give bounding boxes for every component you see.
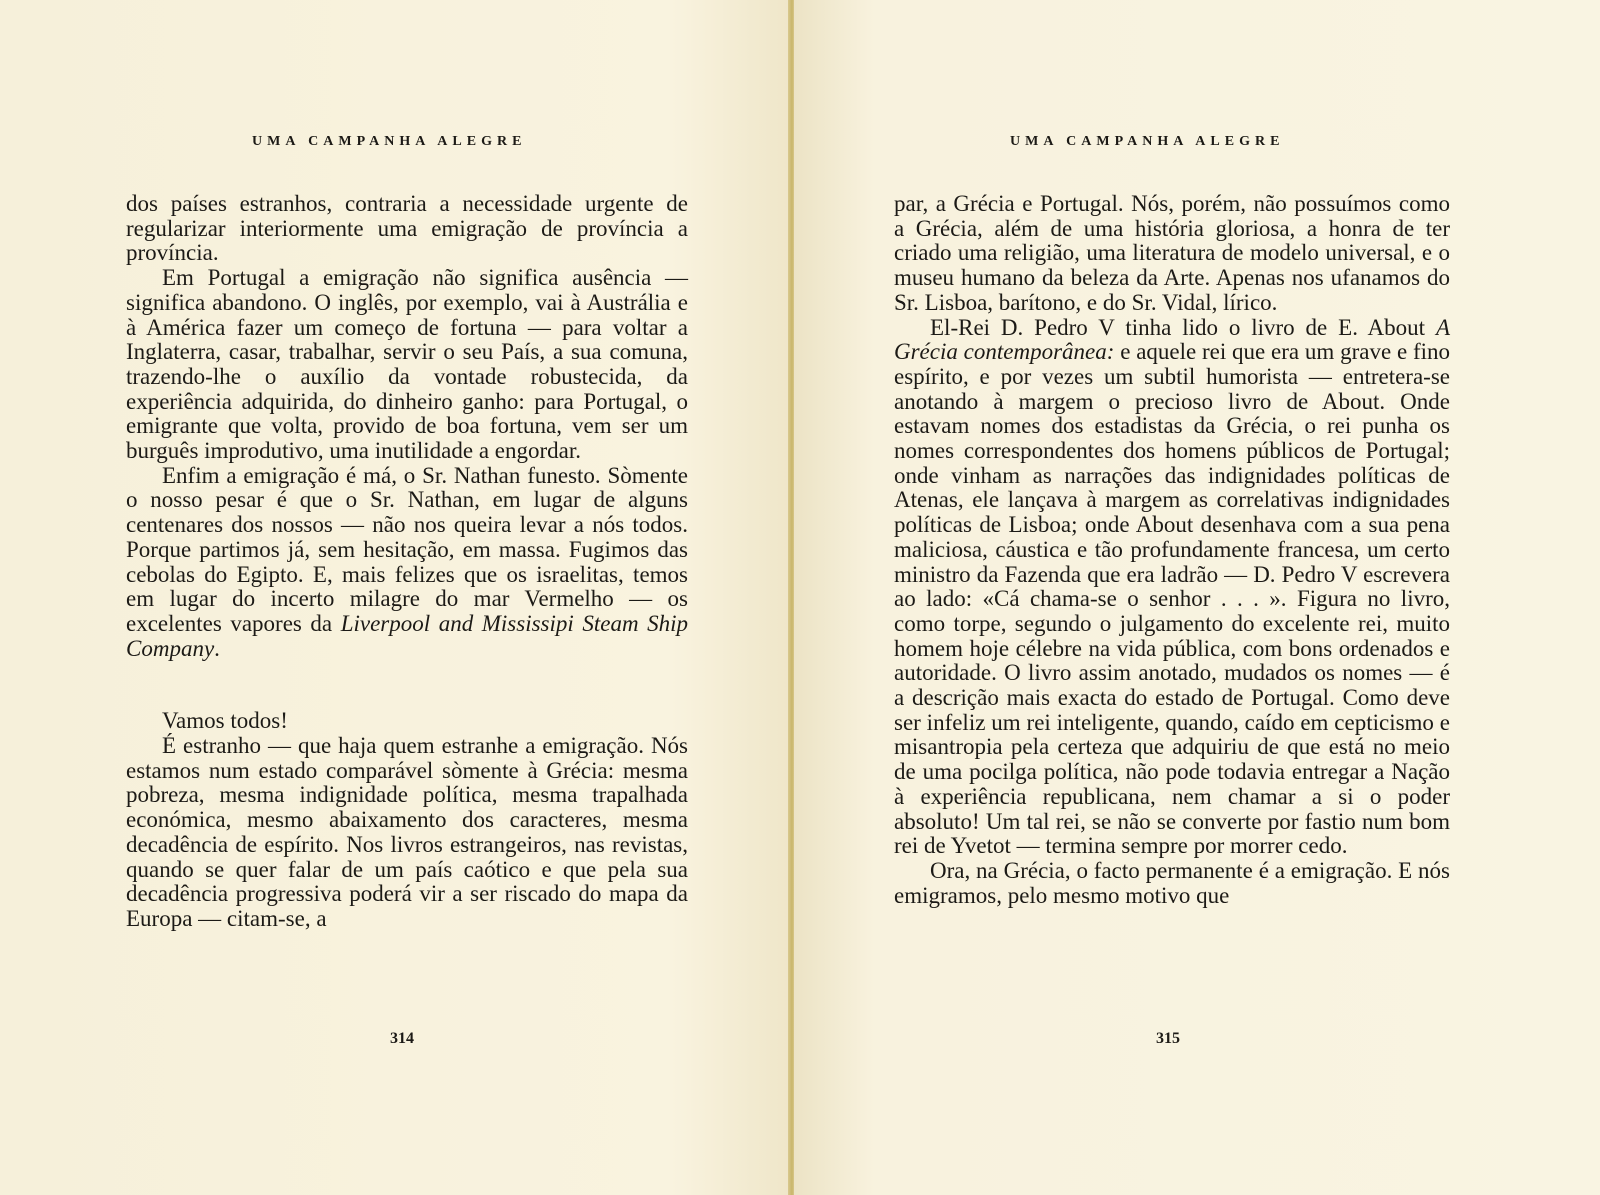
- right-body-text: [894, 192, 1450, 908]
- right-page: [794, 0, 1600, 1195]
- paragraph: Em Portugal a emigração não significa ausência — significa abandono. O inglês, por exemplo, vai à Austrália e à América fazer um começo de fortuna — para voltar a Inglaterra, casar, trabalhar, servir o seu País, a sua comuna, trazendo-lhe o auxílio da vontade robustecida, da experiência adquirida, do dinheiro ganho: para Portugal, o emigrante que volta, provido de boa fortuna, vem ser um burguês improdutivo, uma inutilidade a engordar.: [126, 265, 688, 464]
- paragraph-text: e aquele rei que era um grave e fino espírito, e por vezes um subtil humorista — entretera-se anotando à margem o precioso livro de About. Onde estavam nomes dos estadistas da Grécia, o rei punha os nomes correspondentes dos homens públicos de Portugal; onde vinham as narrações das indignidades políticas de Atenas, ele lançava à margem as correlativas indignidades políticas de Lisboa; onde About desenhava com a sua pena maliciosa, cáustica e tão profundamente francesa, um certo ministro da Fazenda que era ladrão — D. Pedro V escrevera ao lado: «Cá chama-se o senhor . . . ». Figura no livro, como torpe, segundo o julgamento do excelente rei, muito homem hoje célebre na vida pública, com bons ordenados e autoridade. O livro assim anotado, mudados os nomes — é a descrição mais exacta do estado de Portugal. Como deve ser infeliz um rei inteligente, quando, caído em cepticismo e misantropia pela certeza que adquiriu de que está no meio de uma pocilga política, não pode todavia entregar a Nação à experiência republicana, nem chamar a si o poder absoluto! Um tal rei, se não se converte por fastio num bom rei de Yvetot — termina sempre por morrer cedo.: [894, 339, 1450, 859]
- running-head: UMA CAMPANHA ALEGRE: [1010, 134, 1285, 149]
- paragraph-text: El-Rei D. Pedro V tinha lido o livro de E. About: [930, 314, 1436, 340]
- page-number: 314: [390, 1030, 414, 1047]
- paragraph: par, a Grécia e Portugal. Nós, porém, não possuímos como a Grécia, além de uma história gloriosa, a honra de ter criado uma religião, uma literatura de modelo universal, e o museu humano da beleza da Arte. Apenas nos ufanamos do Sr. Lisboa, barítono, e do Sr. Vidal, lírico.: [894, 191, 1450, 315]
- paragraph-end: .: [214, 635, 220, 661]
- ship-company-name: Liverpool and Mississipi Steam Ship Company: [126, 610, 689, 661]
- paragraph-text: Enfim a emigração é má, o Sr. Nathan funesto. Sòmente o nosso pesar é que o Sr. Nathan, em lugar de alguns centenares dos nossos — não nos queira levar a nós todos. Porque partimos já, sem hesitação, em massa. Fugimos das cebolas do Egipto. E, mais felizes que os israelitas, temos em lugar do incerto milagre do mar Vermelho — os excelentes vapores da: [126, 462, 688, 636]
- paragraph: [126, 464, 688, 662]
- paragraph: Ora, na Grécia, o facto permanente é a emigração. E nós emigramos, pelo mesmo motivo que: [894, 857, 1450, 908]
- book-title: A Grécia contemporânea:: [894, 314, 1450, 365]
- left-body-text: [126, 192, 688, 932]
- paragraph: [894, 316, 1450, 859]
- running-head: UMA CAMPANHA ALEGRE: [252, 134, 527, 149]
- left-page: [0, 0, 790, 1195]
- paragraph: Vamos todos!: [162, 708, 288, 734]
- paragraph: É estranho — que haja quem estranhe a emigração. Nós estamos num estado comparável sòmente à Grécia: mesma pobreza, mesma indignidade política, mesma trapalhada económica, mesmo abaixamento dos caracteres, mesma decadência de espírito. Nos livros estrangeiros, nas revistas, quando se quer falar de um país caótico e que pela sua decadência progressiva poderá vir a ser riscado do mapa da Europa — citam-se, a: [126, 733, 688, 931]
- paragraph: dos países estranhos, contraria a necessidade urgente de regularizar interiormente uma emigração de província a província.: [126, 191, 688, 266]
- page-number: 315: [1156, 1030, 1180, 1047]
